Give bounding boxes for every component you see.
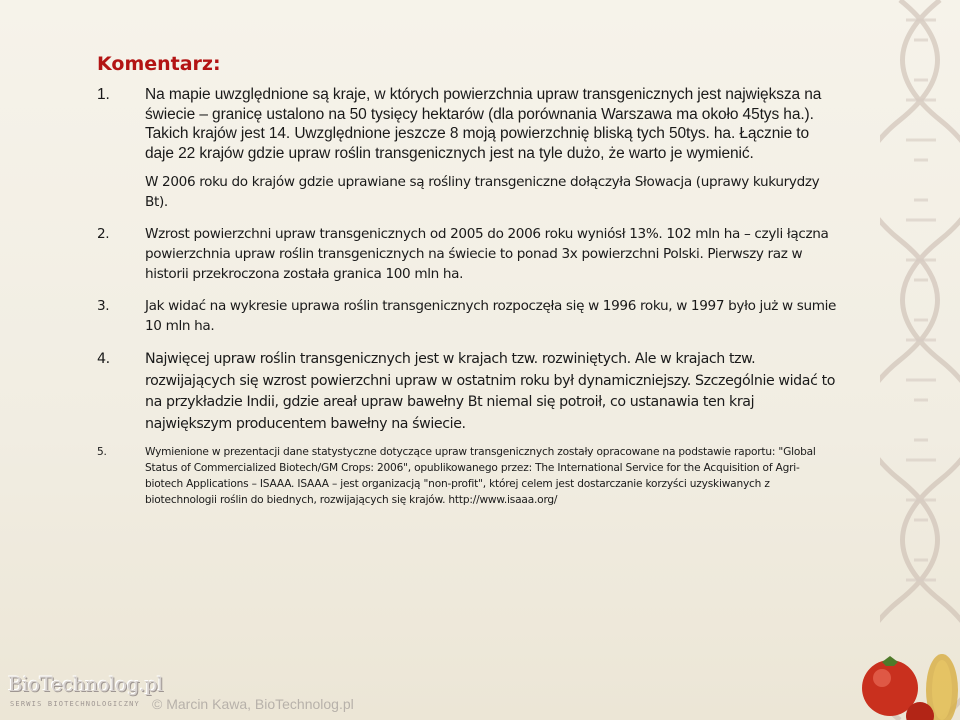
item-number: 3. <box>97 298 110 314</box>
item-paragraph: Najwięcej upraw roślin transgenicznych jest w krajach tzw. rozwiniętych. Ale w krajach tzw. rozwijających się wzrost powierzchni upraw w ostatnim roku był dynamiczniejszy. Szczególnie widać to na przykładzie Indii, gdzie areał upraw bawełny Bt niemal się potroił, co ustanawia ten kraj największym producentem bawełny na świecie. <box>145 351 836 432</box>
item-number: 2. <box>97 226 110 242</box>
copyright-text: © Marcin Kawa, BioTechnolog.pl <box>152 696 354 712</box>
item-number: 4. <box>97 351 110 367</box>
item-number: 1. <box>97 86 110 103</box>
comment-item-1 <box>97 85 837 212</box>
comment-item-5 <box>97 444 837 508</box>
item-paragraph: Wzrost powierzchni upraw transgenicznych od 2005 do 2006 roku wyniósł 13%. 102 mln ha – czyli łączna powierzchnia upraw roślin transgenicznych na świecie to ponad 3x powierzchni Polski. Pierwszy raz w historii przekroczona została granica 100 mln ha. <box>145 226 829 282</box>
slide-title: Komentarz: <box>97 53 221 75</box>
item-paragraph: W 2006 roku do krajów gdzie uprawiane są rośliny transgeniczne dołączyła Słowacja (uprawy kukurydzy Bt). <box>145 174 820 210</box>
logo-text: BioTechnolog.pl <box>8 672 164 696</box>
comment-item-3 <box>97 296 837 336</box>
biotechnolog-logo <box>8 672 164 714</box>
comment-item-4 <box>97 349 837 435</box>
comment-item-2 <box>97 224 837 284</box>
item-paragraph: Jak widać na wykresie uprawa roślin transgenicznych rozpoczęła się w 1996 roku, w 1997 było już w sumie 10 mln ha. <box>145 298 837 334</box>
vegetables-decoration <box>850 570 960 720</box>
item-paragraph: Na mapie uwzględnione są kraje, w których powierzchnia upraw transgenicznych jest największa na świecie – granicę ustalono na 50 tysięcy hektarów (dla porównania Warszawa ma około 45tys ha.). Takich krajów jest 14. Uwzględnione jeszcze 8 moją powierzchnię bliską tych 50tys. ha. Łącznie to daje 22 krajów gdzie upraw roślin transgenicznych jest na tyle dużo, że warto je wymienić. <box>145 86 822 162</box>
item-number: 5. <box>97 446 107 458</box>
item-paragraph: Wymienione w prezentacji dane statystyczne dotyczące upraw transgenicznych zostały opracowane na podstawie raportu: "Global Status of Commercialized Biotech/GM Crops: 2006", opublikowanego przez: The International Service for the Acquisition of Agri-biotech Applications – ISAAA. ISAAA – jest organizacją "non-profit", której celem jest dostarczanie korzyści uzyskiwanych z biotechnologii roślin do biednych, rozwijających się krajów. http://www.isaaa.org/ <box>145 446 816 506</box>
logo-subtext: SERWIS BIOTECHNOLOGICZNY <box>10 700 140 708</box>
comment-list <box>97 85 837 508</box>
